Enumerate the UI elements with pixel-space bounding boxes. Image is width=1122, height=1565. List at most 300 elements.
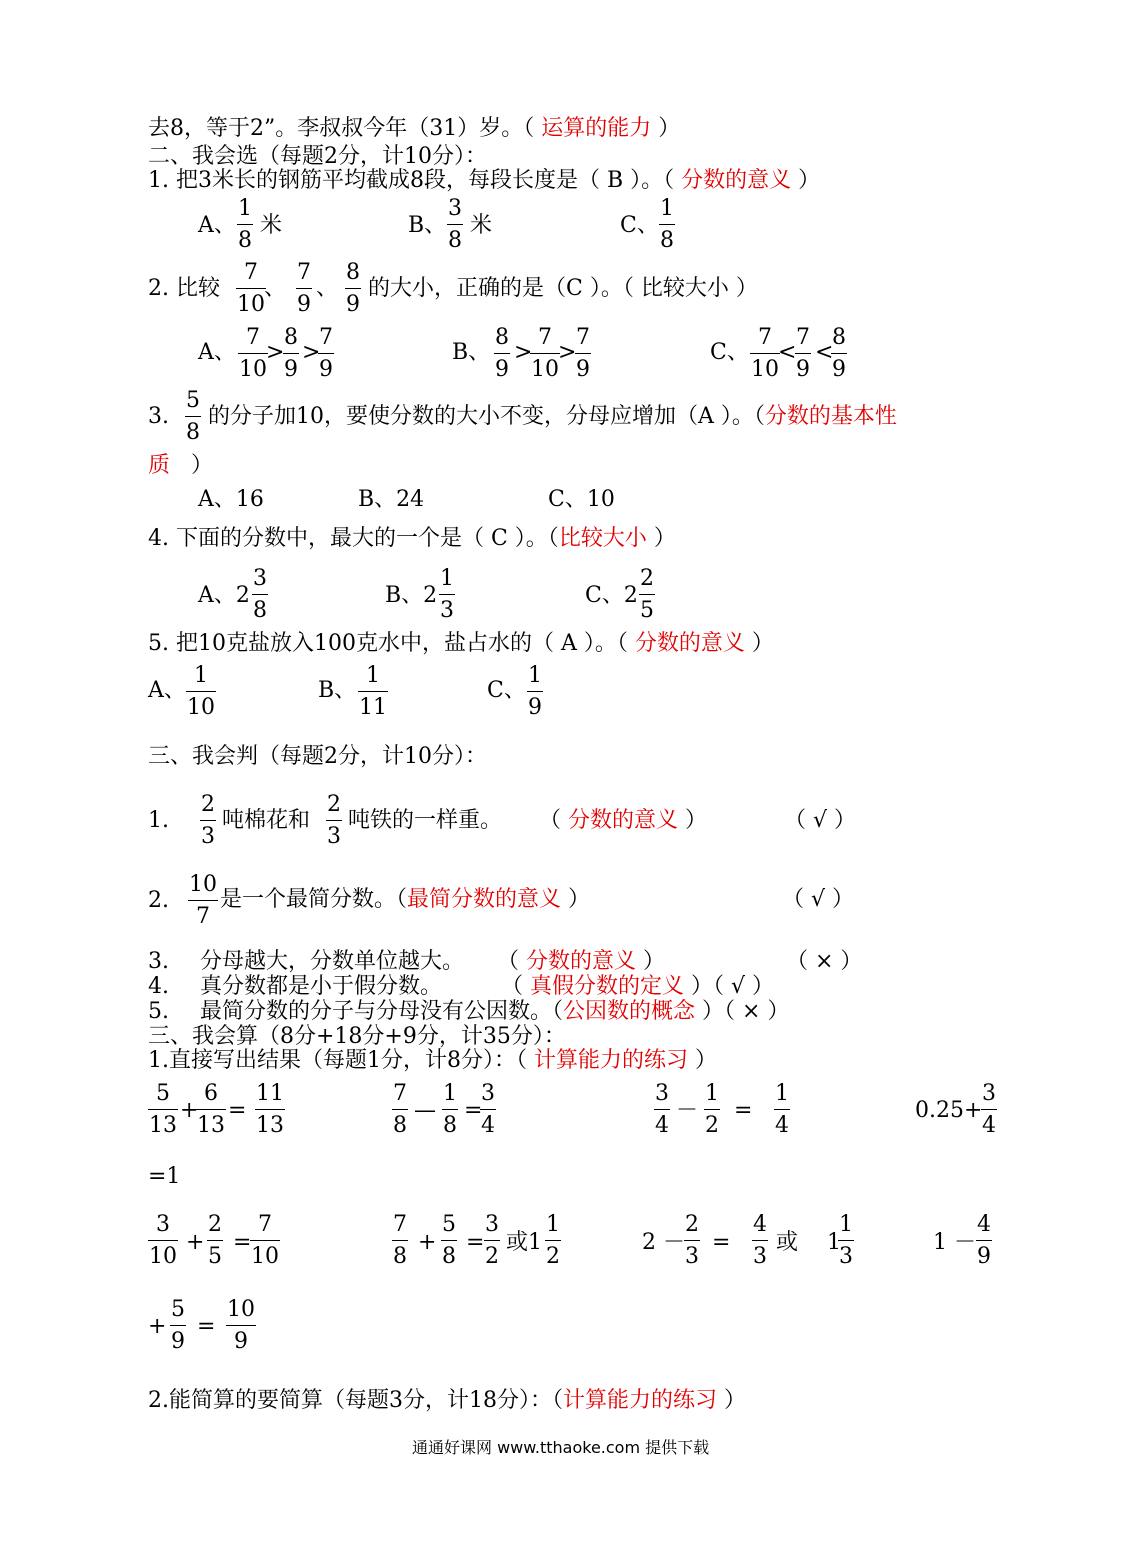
denominator: 9 [234,1329,248,1354]
j1-tag: 分数的意义 [568,808,679,833]
q2-text: 的大小，正确的是（C ）。（ 比较大小 ） [368,276,758,301]
q1-close: ） [791,168,821,193]
numerator: 7 [244,260,258,285]
fraction-bar [480,1109,496,1110]
j5-text: 最简分数的分子与分母没有公因数。（ [200,999,564,1024]
numerator: 3 [253,566,267,591]
fraction-bar [238,353,268,354]
numerator: 1 [839,1212,853,1237]
q3-line-2 [148,455,213,477]
numerator: 7 [297,260,311,285]
numerator: 1 [194,663,208,688]
q5-line [148,633,774,655]
q1-tag: 分数的意义 [681,168,792,193]
q2-fraction-3 [345,262,361,316]
fraction-bar [484,1240,500,1241]
fraction-bar [684,1240,700,1241]
fraction-bar [442,1109,458,1110]
fraction-bar [981,1109,997,1110]
sub2-tag: 计算能力的练习 [562,1388,717,1413]
j5-answer: × ） [735,999,790,1024]
q2-option-c-frac-2 [795,327,811,381]
fraction-bar [255,1109,285,1110]
q2-option-a-op-1: > [266,340,285,365]
denominator: 8 [238,228,252,253]
denominator: 9 [171,1329,185,1354]
numerator: 7 [796,325,810,350]
numerator: 3 [481,1081,495,1106]
denominator: 3 [327,824,341,849]
fraction-bar [795,353,811,354]
r2e3-b [684,1214,700,1268]
q3-fraction [185,390,201,444]
numerator: 3 [655,1081,669,1106]
numerator: 2 [685,1212,699,1237]
denominator: 8 [253,598,267,623]
sub1-tag: 计算能力的练习 [533,1048,688,1073]
numerator: 2 [208,1212,222,1237]
denominator: 8 [448,228,462,253]
r1e2-a [392,1083,408,1137]
j4-line [200,976,774,998]
fraction-bar [838,1240,854,1241]
numerator: 8 [832,325,846,350]
denominator: 7 [196,904,210,929]
q2-option-b-frac-3 [575,327,591,381]
fraction-bar [296,288,312,289]
q1-option-a-fraction [237,198,253,252]
j2-close: ） [561,887,591,912]
q2-option-a-frac-3 [318,327,334,381]
j1-close: ） [678,808,708,833]
fraction-bar [252,594,268,595]
j1-open: （ [550,808,569,833]
fraction-bar [170,1325,186,1326]
q4-option-a-fraction [252,568,268,622]
j3-close: ） [636,949,666,974]
q2-option-b-op-1: > [514,340,533,365]
q4-text: 4. 下面的分数中，最大的一个是（ C ）。（ [148,526,559,551]
q2-separator-1: 、 [264,276,287,301]
r2e3-eq: = [712,1230,731,1255]
denominator: 2 [705,1113,719,1138]
q2-separator-2: 、 [316,276,339,301]
r2e4-b [976,1214,992,1268]
numerator: 8 [346,260,360,285]
top-tag: 运算的能力 [541,116,652,141]
j1-text-1: 吨棉花和 [222,808,311,833]
denominator: 4 [481,1113,495,1138]
j2-fraction [188,874,218,928]
numerator: 3 [485,1212,499,1237]
q4-option-a-label: A、2 [198,583,250,608]
fraction-bar [326,820,342,821]
q1-option-b-label: B、 [408,213,447,238]
denominator: 11 [359,695,387,720]
top-close: ） [651,116,681,141]
q3-option-c: C、10 [548,487,615,512]
numerator: 1 [238,196,252,221]
fraction-bar [752,1240,768,1241]
denominator: 8 [393,1113,407,1138]
j2-number: 2. [148,888,169,913]
r2-cont-op: + [148,1314,167,1339]
q1-line [148,170,820,192]
q3-tag: 分数的基本性 [764,404,897,429]
denominator: 9 [495,357,509,382]
q5-text: 5. 把10克盐放入100克水中，盐占水的（ A ）。（ [148,631,635,656]
q2-option-c-label: C、 [710,340,749,365]
fraction-bar [283,353,299,354]
numerator: 5 [442,1212,456,1237]
q2-option-a-op-2: > [302,340,321,365]
denominator: 13 [149,1113,177,1138]
r1e3-a [654,1083,670,1137]
denominator: 10 [187,695,215,720]
q5-close: ） [744,631,774,656]
q2-prefix: 2. 比较 [148,276,220,301]
numerator: 3 [156,1212,170,1237]
denominator: 13 [197,1113,225,1138]
q3-option-b: B、24 [358,487,425,512]
q2-fraction-1 [236,262,266,316]
numerator: 4 [753,1212,767,1237]
numerator: 7 [258,1212,272,1237]
q2-option-a-frac-1 [238,327,268,381]
q4-option-b-label: B、2 [385,583,438,608]
fraction-bar [196,1109,226,1110]
numerator: 3 [982,1081,996,1106]
fraction-bar [358,691,388,692]
j5-close: ）（ [695,999,736,1024]
page-footer: 通通好课网 www.tthaoke.com 提供下载 [412,1438,710,1457]
q3-text: 的分子加10，要使分数的大小不变，分母应增加（A ）。（ [208,404,765,429]
denominator: 8 [393,1244,407,1269]
denominator: 2 [546,1244,560,1269]
denominator: 8 [443,1113,457,1138]
j3-open: （ [508,949,527,974]
j1-text-2: 吨铁的一样重。 [348,808,503,833]
q2-option-c-op-1: < [778,340,797,365]
r1e2-result [480,1083,496,1137]
r1e3-result [774,1083,790,1137]
q4-tag: 比较大小 [558,526,647,551]
denominator: 3 [839,1244,853,1269]
r1e3-b [704,1083,720,1137]
q5-option-b-label: B、 [318,678,357,703]
fraction-bar [237,224,253,225]
q2-option-b-op-2: > [558,340,577,365]
j2-line [220,889,590,911]
numerator: 11 [256,1081,284,1106]
fraction-bar [439,594,455,595]
fraction-bar [185,416,201,417]
r1e2-op: — [414,1098,436,1123]
fraction-bar [441,1240,457,1241]
fraction-bar [976,1240,992,1241]
j4-open: （ [512,974,531,999]
fraction-bar [654,1109,670,1110]
numerator: 5 [186,388,200,413]
fraction-bar [148,1109,178,1110]
denominator: 9 [977,1244,991,1269]
denominator: 10 [251,1244,279,1269]
r2e2-eq: = [466,1230,485,1255]
r1-continuation: =1 [148,1164,181,1189]
r1e1-op: + [180,1098,199,1123]
fraction-bar [659,224,675,225]
q4-close: ） [646,526,676,551]
q3-close: ） [184,453,214,478]
q1-option-b-unit: 米 [470,213,493,238]
fraction-bar [186,691,216,692]
numerator: 1 [705,1081,719,1106]
numerator: 1 [366,663,380,688]
r2e1-result [250,1214,280,1268]
j2-text: 是一个最简分数。（ [220,887,408,912]
r2e2-or: 或1 [506,1230,542,1255]
denominator: 8 [186,420,200,445]
r2e1-b [207,1214,223,1268]
section2-heading: 二、我会选（每题2分，计10分）： [148,144,487,169]
denominator: 3 [201,824,215,849]
q3-tag-cont: 质 [148,453,171,478]
denominator: 9 [346,292,360,317]
r2e1-op: + [186,1230,205,1255]
q5-option-a-label: A、 [148,678,186,703]
denominator: 9 [528,695,542,720]
denominator: 5 [208,1244,222,1269]
q2-option-b-label: B、 [452,340,491,365]
j2-tag: 最简分数的意义 [407,887,562,912]
numerator: 3 [448,196,462,221]
sub2-close: ） [717,1388,746,1413]
fraction-bar [345,288,361,289]
numerator: 5 [156,1081,170,1106]
numerator: 7 [758,325,772,350]
q3-line [208,406,897,428]
r1e2-b [442,1083,458,1137]
q2-option-c-frac-1 [750,327,780,381]
numerator: 2 [201,792,215,817]
j3-line [200,951,665,973]
numerator: 1 [660,196,674,221]
q2-option-c-op-2: < [815,340,834,365]
denominator: 4 [655,1113,669,1138]
r2e3-or: 或 [776,1230,799,1255]
j1-number: 1. [148,808,169,833]
numerator: 7 [393,1212,407,1237]
q2-option-b-frac-1 [494,327,510,381]
q5-option-c-fraction [527,665,543,719]
denominator: 3 [685,1244,699,1269]
q1-text: 1. 把3米长的钢筋平均截成8段，每段长度是（ B ）。（ [148,168,682,193]
j5-number: 5. [148,999,169,1024]
r2e2-op: + [418,1230,437,1255]
denominator: 9 [576,357,590,382]
numerator: 8 [284,325,298,350]
q3-option-a: A、16 [198,487,264,512]
denominator: 10 [237,292,265,317]
j2-answer: （ √ ） [782,887,855,912]
r1e4-b [981,1083,997,1137]
q4-option-b-fraction [439,568,455,622]
sub1-close: ） [688,1048,717,1073]
numerator: 10 [227,1297,255,1322]
numerator: 10 [189,872,217,897]
numerator: 5 [171,1297,185,1322]
q1-option-a-label: A、 [198,213,236,238]
j1-fraction-2 [326,794,342,848]
sub2-text: 2.能简算的要简算（每题3分，计18分）：（ [148,1388,563,1413]
denominator: 10 [531,357,559,382]
numerator: 8 [495,325,509,350]
r2e3-result [752,1214,768,1268]
r1e1-result [255,1083,285,1137]
fraction-bar [831,353,847,354]
fraction-bar [530,353,560,354]
j3-tag: 分数的意义 [526,949,637,974]
fraction-bar [200,820,216,821]
fraction-bar [639,594,655,595]
r2e4-prefix: 1 － [933,1230,976,1255]
r2e1-a [148,1214,178,1268]
j4-number: 4. [148,974,169,999]
q5-option-b-fraction [358,665,388,719]
r1e1-eq: = [228,1098,247,1123]
q1-option-a-unit: 米 [260,213,283,238]
fraction-bar [575,353,591,354]
denominator: 9 [284,357,298,382]
fraction-bar [447,224,463,225]
denominator: 8 [660,228,674,253]
fraction-bar [704,1109,720,1110]
r2e3-whole: 1 [827,1230,841,1255]
q2-option-a-frac-2 [283,327,299,381]
sub1-line [148,1050,717,1072]
denominator: 3 [440,598,454,623]
q1-option-c-label: C、 [620,213,659,238]
j1-fraction-1 [200,794,216,848]
sub1-text: 1.直接写出结果（每题1分，计8分）：（ [148,1048,534,1073]
r1e1-a [148,1083,178,1137]
j5-line [200,1001,789,1023]
numerator: 7 [246,325,260,350]
denominator: 10 [751,357,779,382]
r1e1-b [196,1083,226,1137]
j3-number: 3. [148,949,169,974]
denominator: 4 [982,1113,996,1138]
denominator: 3 [753,1244,767,1269]
j4-answer: √ ） [724,974,775,999]
q4-line [148,528,676,550]
r2e1-eq: = [233,1230,252,1255]
fraction-bar [188,900,218,901]
numerator: 1 [443,1081,457,1106]
r1e3-op: － [676,1098,699,1123]
numerator: 1 [528,663,542,688]
q2-option-a-label: A、 [198,340,236,365]
r2e3-prefix: 2 － [642,1230,685,1255]
j4-text: 真分数都是小于假分数。 [200,974,443,999]
r2e3-result-2 [838,1214,854,1268]
r1e4-prefix: 0.25+ [915,1098,983,1123]
j3-answer: （ × ） [786,949,863,974]
q2-option-c-frac-3 [831,327,847,381]
numerator: 7 [393,1081,407,1106]
denominator: 8 [442,1244,456,1269]
fraction-bar [494,353,510,354]
fraction-bar [527,691,543,692]
numerator: 2 [327,792,341,817]
fraction-bar [392,1109,408,1110]
fraction-bar [148,1240,178,1241]
j3-text: 分母越大，分数单位越大。 [200,949,465,974]
q1-option-c-fraction [659,198,675,252]
q4-option-c-label: C、2 [585,583,638,608]
numerator: 6 [204,1081,218,1106]
r1e3-eq: = [734,1098,753,1123]
q3-prefix: 3. [148,404,169,429]
top-line [148,118,680,140]
j1-line [348,810,707,832]
denominator: 10 [239,357,267,382]
r2-cont-eq: = [197,1314,216,1339]
r2e2-a [392,1214,408,1268]
numerator: 1 [440,566,454,591]
denominator: 9 [832,357,846,382]
r2-cont-result [226,1299,256,1353]
section4-heading: 三、我会算（8分+18分+9分，计35分）： [148,1024,566,1049]
denominator: 10 [149,1244,177,1269]
r2e2-result-2 [545,1214,561,1268]
j5-tag: 公因数的概念 [563,999,696,1024]
denominator: 5 [640,598,654,623]
numerator: 4 [977,1212,991,1237]
fraction-bar [236,288,266,289]
fraction-bar [750,353,780,354]
denominator: 9 [319,357,333,382]
denominator: 2 [485,1244,499,1269]
numerator: 1 [546,1212,560,1237]
fraction-bar [774,1109,790,1110]
q2-fraction-2 [296,262,312,316]
j4-close: ）（ [684,974,725,999]
denominator: 9 [297,292,311,317]
q1-option-b-fraction [447,198,463,252]
q5-option-c-label: C、 [487,678,526,703]
fraction-bar [392,1240,408,1241]
q2-option-b-frac-2 [530,327,560,381]
j4-tag: 真假分数的定义 [530,974,685,999]
fraction-bar [545,1240,561,1241]
top-text: 去8，等于2”。李叔叔今年（31）岁。（ [148,116,542,141]
q5-tag: 分数的意义 [634,631,745,656]
numerator: 7 [576,325,590,350]
denominator: 13 [256,1113,284,1138]
fraction-bar [318,353,334,354]
fraction-bar [207,1240,223,1241]
numerator: 7 [319,325,333,350]
fraction-bar [250,1240,280,1241]
sub2-line [148,1390,746,1412]
j1-answer: （ √ ） [784,808,857,833]
q5-option-a-fraction [186,665,216,719]
r2e2-result [484,1214,500,1268]
numerator: 2 [640,566,654,591]
denominator: 9 [796,357,810,382]
q4-option-c-fraction [639,568,655,622]
